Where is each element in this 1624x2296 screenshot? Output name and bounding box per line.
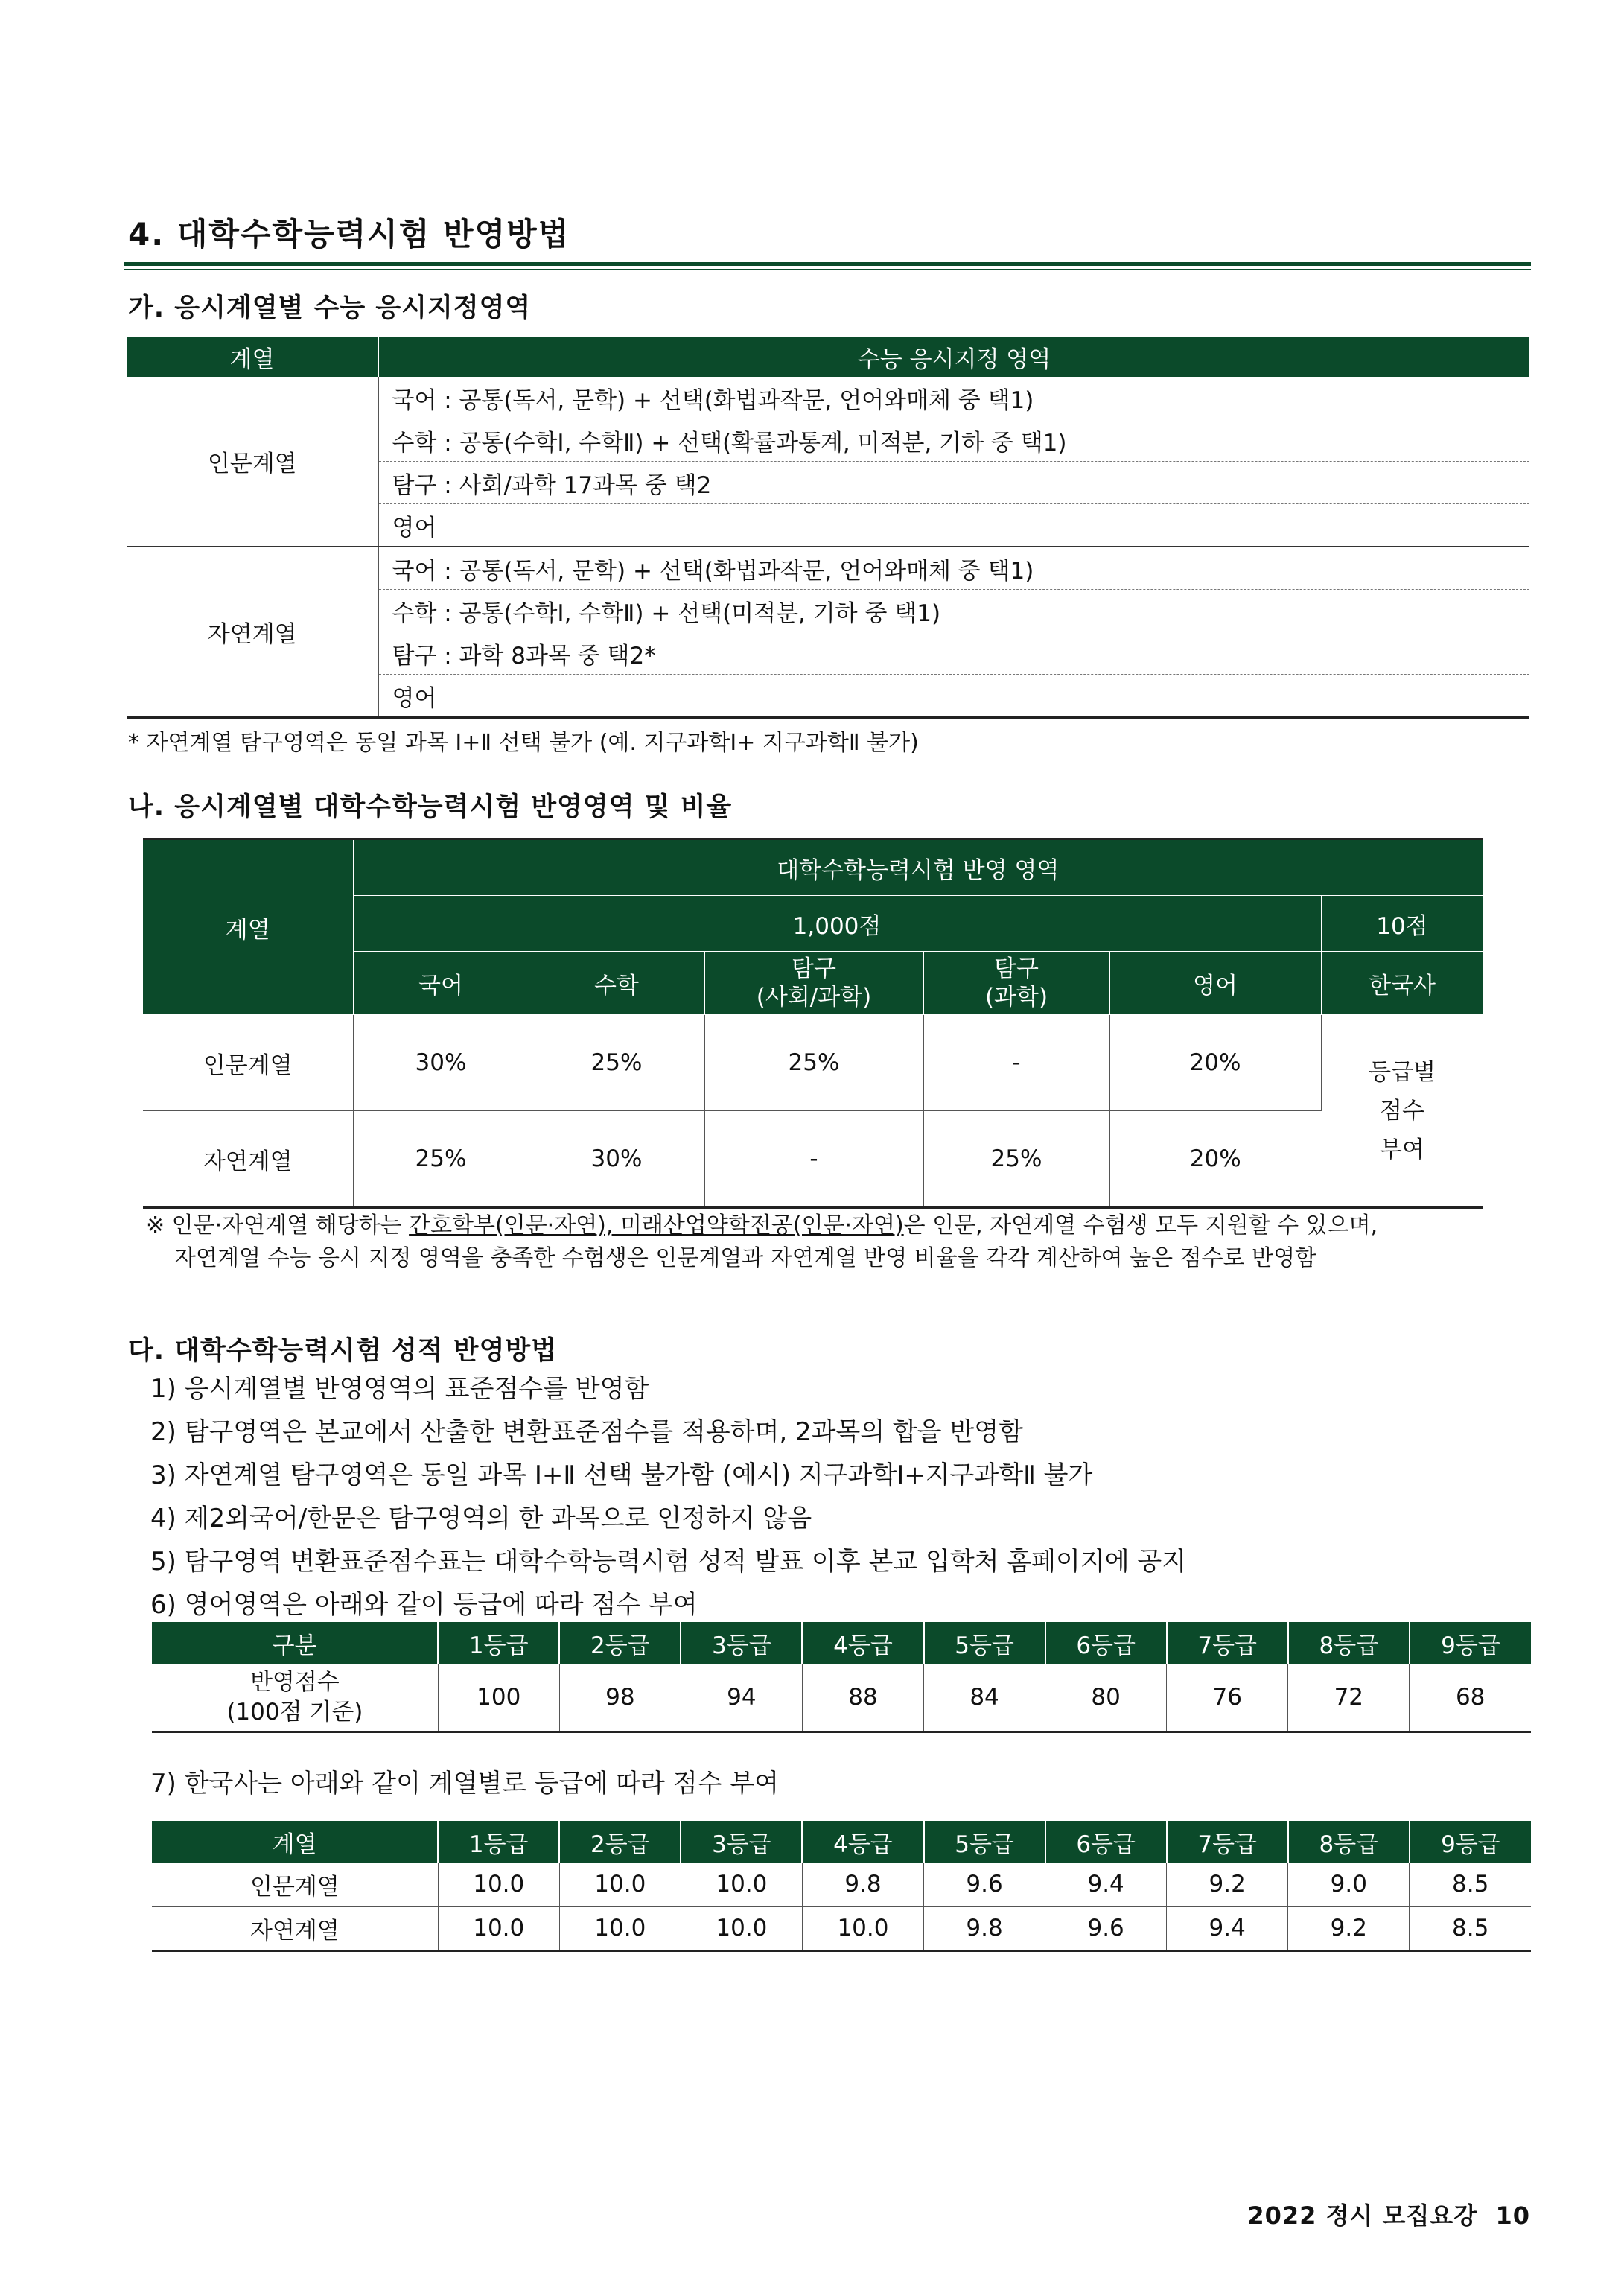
method-item: 3) 자연계열 탐구영역은 동일 과목 Ⅰ+Ⅱ 선택 불가함 (예시) 지구과학Ⅰ+지구과학Ⅱ 불가 [150,1460,1093,1490]
area-row: 탐구 : 사회/과학 17과목 중 택2 [378,462,1529,504]
history-grade-table [152,1821,1531,1952]
header-english: 영어 [1109,952,1321,1015]
page-footer: 2022 정시 모집요강 10 [1247,2201,1530,2230]
subsection-a-title: 가. 응시계열별 수능 응시지정영역 [128,293,532,323]
header-cell: 계열 [152,1821,438,1863]
area-row: 수학 : 공통(수학Ⅰ, 수학Ⅱ) + 선택(미적분, 기하 중 택1) [378,590,1529,632]
grade-header: 4등급 [802,1821,923,1863]
score-cell: 9.0 [1288,1863,1410,1907]
method-item: 2) 탐구영역은 본교에서 산출한 변환표준점수를 적용하며, 2과목의 합을 반영함 [150,1417,1023,1447]
ratio-cell: 25% [353,1111,529,1208]
row-label: 자연계열 [152,1907,438,1951]
score-cell: 9.6 [924,1863,1045,1907]
method-item: 7) 한국사는 아래와 같이 계열별로 등급에 따라 점수 부여 [150,1769,779,1799]
history-note-line: 부여 [1380,1136,1424,1163]
header-inquiry-social-science [704,952,923,1015]
score-cell: 8.5 [1410,1863,1531,1907]
english-grade-table [152,1622,1531,1733]
score-cell: 10.0 [681,1907,802,1951]
grade-header: 6등급 [1045,1821,1167,1863]
method-item: 5) 탐구영역 변환표준점수표는 대학수학능력시험 성적 발표 이후 본교 입학처 홈페이지에 공지 [150,1547,1187,1577]
grade-header: 9등급 [1410,1821,1531,1863]
title-rule-thin [124,269,1531,270]
history-grade-note [1321,1015,1483,1208]
score-cell: 98 [559,1664,681,1732]
header-cell: 구분 [152,1622,438,1664]
method-item: 4) 제2외국어/한문은 탐구영역의 한 과목으로 인정하지 않음 [150,1504,812,1533]
reflection-ratio-table [143,838,1483,1209]
note-text: ※ 인문·자연계열 해당하는 [146,1212,410,1238]
grade-header: 1등급 [438,1821,559,1863]
header-total-score: 1,000점 [353,896,1321,952]
header-math: 수학 [529,952,704,1015]
score-cell: 80 [1045,1664,1167,1732]
grade-header: 5등급 [924,1622,1045,1664]
row-label: 자연계열 [143,1111,353,1208]
grade-header: 8등급 [1288,1821,1410,1863]
grade-header: 3등급 [681,1622,802,1664]
header-korean: 국어 [353,952,529,1015]
header-inquiry-label: 탐구 [994,955,1039,982]
subsection-b-note [146,1209,1378,1275]
grade-header: 4등급 [802,1622,923,1664]
score-cell: 9.8 [802,1863,923,1907]
subsection-c-title: 다. 대학수학능력시험 성적 반영방법 [128,1336,558,1366]
score-cell: 68 [1410,1664,1531,1732]
subsection-a-note: * 자연계열 탐구영역은 동일 과목 Ⅰ+Ⅱ 선택 불가 (예. 지구과학Ⅰ+ 지구과학Ⅱ 불가) [128,730,919,756]
note-line-1 [146,1209,1378,1242]
method-list [150,1367,1186,1626]
score-cell: 10.0 [681,1863,802,1907]
history-note-line: 등급별 [1369,1058,1436,1086]
score-cell: 9.2 [1167,1863,1288,1907]
note-text: 은 인문, 자연계열 수험생 모두 지원할 수 있으며, [903,1212,1378,1238]
row-label-line: 반영점수 [249,1669,340,1696]
score-cell: 72 [1288,1664,1410,1732]
grade-header: 5등급 [924,1821,1045,1863]
grade-header: 2등급 [559,1622,681,1664]
header-history: 한국사 [1321,952,1483,1015]
row-label: 인문계열 [152,1863,438,1907]
ratio-cell: 20% [1109,1015,1321,1111]
score-cell: 94 [681,1664,802,1732]
score-cell: 88 [802,1664,923,1732]
track-humanities: 인문계열 [127,377,378,547]
area-row: 영어 [378,504,1529,547]
score-cell: 10.0 [438,1907,559,1951]
grade-header: 8등급 [1288,1622,1410,1664]
area-row: 국어 : 공통(독서, 문학) + 선택(화법과작문, 언어와매체 중 택1) [378,547,1529,590]
header-inquiry-label: 탐구 [792,955,836,982]
score-cell: 10.0 [559,1907,681,1951]
ratio-cell: 30% [529,1111,704,1208]
score-cell: 9.4 [1045,1863,1167,1907]
history-note-line: 점수 [1380,1097,1424,1125]
area-row: 국어 : 공통(독서, 문학) + 선택(화법과작문, 언어와매체 중 택1) [378,377,1529,419]
grade-header: 9등급 [1410,1622,1531,1664]
score-cell: 9.8 [924,1907,1045,1951]
score-cell: 10.0 [438,1863,559,1907]
score-cell: 8.5 [1410,1907,1531,1951]
required-areas-table [127,337,1529,719]
row-label [152,1664,438,1732]
title-rule-thick [124,262,1531,266]
header-inquiry-sub: (과학) [984,984,1048,1011]
grade-header: 6등급 [1045,1622,1167,1664]
area-row: 탐구 : 과학 8과목 중 택2* [378,632,1529,675]
row-label-line: (100점 기준) [226,1699,363,1726]
score-cell: 9.2 [1288,1907,1410,1951]
note-line-2: 자연계열 수능 응시 지정 영역을 충족한 수험생은 인문계열과 자연계열 반영 비율을 각각 계산하여 높은 점수로 반영함 [174,1245,1317,1271]
grade-header: 2등급 [559,1821,681,1863]
col-header-areas: 수능 응시지정 영역 [378,337,1529,377]
col-header-track: 계열 [127,337,378,377]
header-inquiry-science [923,952,1109,1015]
ratio-cell: - [923,1015,1109,1111]
ratio-cell: 25% [704,1015,923,1111]
grade-header: 1등급 [438,1622,559,1664]
area-row: 영어 [392,684,437,712]
score-cell: 9.4 [1167,1907,1288,1951]
score-cell: 76 [1167,1664,1288,1732]
note-underlined-majors: 간호학부(인문·자연), 미래산업약학전공(인문·자연) [409,1212,904,1238]
header-main: 대학수학능력시험 반영 영역 [353,839,1483,896]
header-track: 계열 [143,839,353,1015]
ratio-cell: 20% [1109,1111,1321,1208]
subsection-b-title: 나. 응시계열별 대학수학능력시험 반영영역 및 비율 [128,792,733,822]
grade-header: 7등급 [1167,1821,1288,1863]
ratio-cell: 30% [353,1015,529,1111]
score-cell: 100 [438,1664,559,1732]
grade-header: 7등급 [1167,1622,1288,1664]
method-item: 1) 응시계열별 반영영역의 표준점수를 반영함 [150,1374,649,1404]
score-cell: 9.6 [1045,1907,1167,1951]
score-cell: 84 [924,1664,1045,1732]
header-inquiry-sub: (사회/과학) [756,984,872,1011]
ratio-cell: - [704,1111,923,1208]
score-cell: 10.0 [559,1863,681,1907]
ratio-cell: 25% [923,1111,1109,1208]
section-title: 4. 대학수학능력시험 반영방법 [128,216,570,252]
header-history-score: 10점 [1321,896,1483,952]
ratio-cell: 25% [529,1015,704,1111]
grade-header: 3등급 [681,1821,802,1863]
area-row: 수학 : 공통(수학Ⅰ, 수학Ⅱ) + 선택(확률과통계, 미적분, 기하 중 택1) [378,419,1529,462]
row-label: 인문계열 [143,1015,353,1111]
track-natural: 자연계열 [127,547,378,718]
method-item: 6) 영어영역은 아래와 같이 등급에 따라 점수 부여 [150,1590,698,1620]
score-cell: 10.0 [802,1907,923,1951]
